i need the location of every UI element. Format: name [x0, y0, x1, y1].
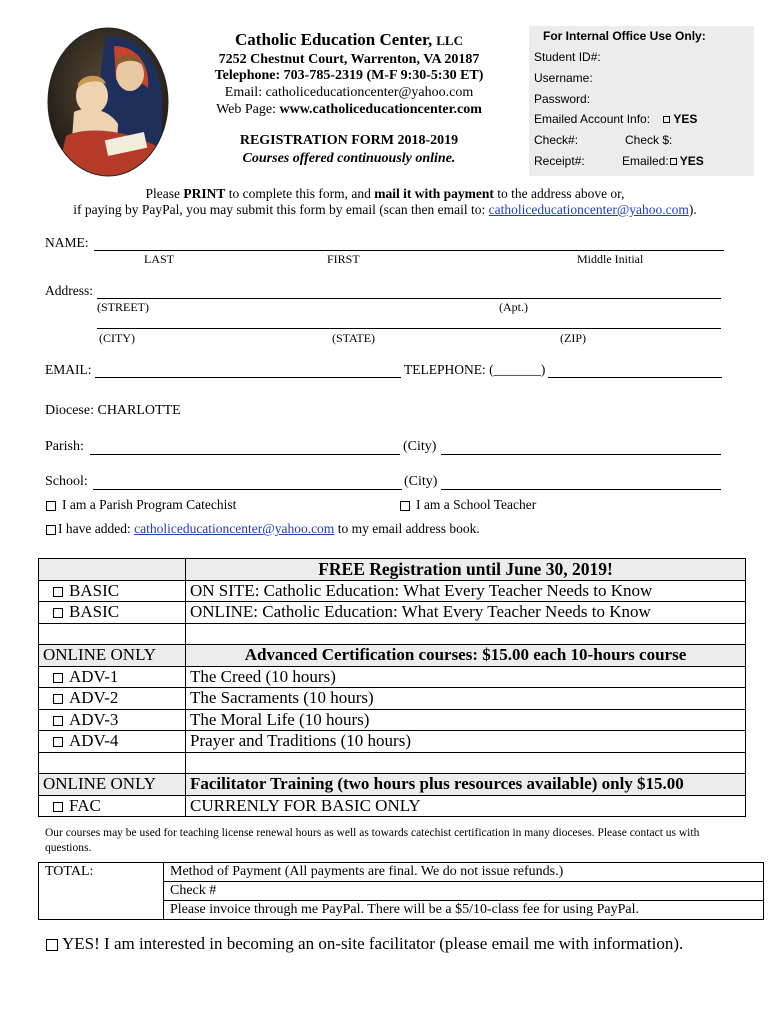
- school-label: School:: [45, 474, 88, 489]
- teacher-checkbox[interactable]: [400, 501, 410, 511]
- teacher-option[interactable]: I am a School Teacher: [400, 497, 536, 513]
- name-last-label: LAST: [144, 252, 174, 266]
- school-input[interactable]: [93, 474, 402, 490]
- adv-4-desc: Prayer and Traditions (10 hours): [186, 731, 746, 753]
- org-name: Catholic Education Center, LLC: [235, 30, 463, 49]
- adv-1-option[interactable]: ADV-1: [39, 666, 186, 688]
- adv-3-option[interactable]: ADV-3: [39, 709, 186, 731]
- office-check-amt: Check $:: [625, 133, 673, 147]
- address-label: Address:: [45, 283, 93, 298]
- table-row: [39, 688, 746, 710]
- fac-option[interactable]: FAC: [39, 795, 186, 817]
- table-row: [39, 559, 746, 581]
- form-title: REGISTRATION FORM 2018-2019: [239, 133, 459, 148]
- school-city-label: (City): [404, 474, 438, 489]
- form-subtitle: Courses offered continuously online.: [242, 151, 456, 166]
- office-title: For Internal Office Use Only:: [543, 29, 706, 43]
- street-input[interactable]: [97, 283, 721, 299]
- table-row: [39, 580, 746, 602]
- address-book-option[interactable]: I have added: catholiceducationcenter@yahoo.com to my email address book.: [46, 521, 480, 537]
- apt-label: (Apt.): [499, 300, 528, 314]
- payment-method: Method of Payment (All payments are final. We do not issue refunds.): [164, 863, 764, 882]
- table-row: [39, 602, 746, 624]
- office-student-id: Student ID#:: [534, 50, 601, 64]
- org-email: Email: catholiceducationcenter@yahoo.com: [224, 85, 474, 100]
- state-label: (STATE): [332, 331, 376, 345]
- online-only-label-1: ONLINE ONLY: [39, 645, 186, 667]
- courses-note: Our courses may be used for teaching license renewal hours as well as towards catechist certification in many dioceses. Please contact us with questions.: [45, 827, 700, 854]
- table-row: [39, 795, 746, 817]
- office-username: Username:: [534, 71, 593, 85]
- parish-city-label: (City): [403, 439, 437, 454]
- table-row: [39, 774, 746, 796]
- emailed-account-checkbox[interactable]: [663, 116, 670, 123]
- office-emailed-account: Emailed Account Info: YES: [534, 112, 698, 126]
- basic-onsite-checkbox[interactable]: [53, 587, 63, 597]
- org-web: Web Page: www.catholiceducationcenter.com: [216, 102, 482, 117]
- catechist-checkbox[interactable]: [46, 501, 56, 511]
- diocese: Diocese: CHARLOTTE: [45, 403, 181, 418]
- address-book-email-link[interactable]: catholiceducationcenter@yahoo.com: [134, 521, 335, 536]
- table-row: [39, 731, 746, 753]
- facilitator-interest-option[interactable]: YES! I am interested in becoming an on-site facilitator (please email me with information).: [46, 934, 683, 954]
- telephone-label: TELEPHONE: (_______): [404, 362, 546, 377]
- adv-2-option[interactable]: ADV-2: [39, 688, 186, 710]
- adv-3-desc: The Moral Life (10 hours): [186, 709, 746, 731]
- adv-1-desc: The Creed (10 hours): [186, 666, 746, 688]
- advanced-title: Advanced Certification courses: $15.00 each 10-hours course: [186, 645, 746, 667]
- office-check-num: Check#:: [534, 133, 579, 147]
- table-row: [39, 645, 746, 667]
- table-row: [39, 709, 746, 731]
- adv-4-option[interactable]: ADV-4: [39, 731, 186, 753]
- parish-city-input[interactable]: [441, 439, 721, 455]
- adv-4-checkbox[interactable]: [53, 737, 63, 747]
- payment-check[interactable]: Check #: [164, 882, 764, 901]
- office-password: Password:: [534, 92, 591, 106]
- school-city-input[interactable]: [441, 474, 721, 490]
- zip-label: (ZIP): [560, 331, 586, 345]
- adv-2-desc: The Sacraments (10 hours): [186, 688, 746, 710]
- instructions-email-link[interactable]: catholiceducationcenter@yahoo.com: [488, 202, 689, 217]
- office-receipt: Receipt#:: [534, 154, 585, 168]
- office-use-box: [529, 26, 754, 176]
- fac-desc: CURRENLY FOR BASIC ONLY: [186, 795, 746, 817]
- course-table: [38, 558, 746, 817]
- telephone-input[interactable]: [548, 362, 722, 378]
- city-state-zip-input[interactable]: [97, 314, 721, 329]
- facilitator-title: Facilitator Training (two hours plus resources available) only $15.00: [186, 774, 746, 796]
- emailed-checkbox[interactable]: [670, 158, 677, 165]
- city-label: (CITY): [99, 331, 135, 345]
- name-label: NAME:: [45, 235, 89, 250]
- basic-online-desc: ONLINE: Catholic Education: What Every Teacher Needs to Know: [186, 602, 746, 624]
- basic-online-option[interactable]: BASIC: [39, 602, 186, 624]
- adv-3-checkbox[interactable]: [53, 716, 63, 726]
- free-registration-title: FREE Registration until June 30, 2019!: [186, 559, 746, 581]
- street-label: (STREET): [97, 300, 149, 314]
- basic-onsite-option[interactable]: BASIC: [39, 580, 186, 602]
- adv-2-checkbox[interactable]: [53, 694, 63, 704]
- address-book-checkbox[interactable]: [46, 525, 56, 535]
- name-first-label: FIRST: [327, 252, 360, 266]
- table-row: [39, 623, 746, 645]
- instructions-line-2: if paying by PayPal, you may submit this form by email (scan then email to: catholiceducationcenter@yahoo.com).: [73, 202, 697, 217]
- parish-label: Parish:: [45, 439, 84, 454]
- total-label: TOTAL:: [39, 863, 164, 920]
- payment-table: [38, 862, 764, 920]
- fac-checkbox[interactable]: [53, 802, 63, 812]
- facilitator-interest-checkbox[interactable]: [46, 939, 58, 951]
- basic-online-checkbox[interactable]: [53, 608, 63, 618]
- madonna-child-image: [46, 26, 170, 178]
- office-emailed: Emailed: YES: [622, 154, 704, 168]
- table-row: [39, 863, 764, 882]
- table-row: [39, 752, 746, 774]
- table-row: [39, 666, 746, 688]
- online-only-label-2: ONLINE ONLY: [39, 774, 186, 796]
- org-telephone: Telephone: 703-785-2319 (M-F 9:30-5:30 ET): [214, 68, 484, 83]
- adv-1-checkbox[interactable]: [53, 673, 63, 683]
- catechist-option[interactable]: I am a Parish Program Catechist: [46, 497, 236, 513]
- parish-input[interactable]: [90, 439, 400, 455]
- basic-onsite-desc: ON SITE: Catholic Education: What Every Teacher Needs to Know: [186, 580, 746, 602]
- name-input[interactable]: [94, 235, 724, 251]
- instructions-line-1: Please PRINT to complete this form, and mail it with payment to the address above or,: [145, 186, 625, 201]
- email-input[interactable]: [95, 362, 401, 378]
- payment-paypal[interactable]: Please invoice through me PayPal. There will be a $5/10-class fee for using PayPal.: [164, 901, 764, 920]
- name-middle-label: Middle Initial: [577, 252, 644, 266]
- org-address: 7252 Chestnut Court, Warrenton, VA 20187: [218, 52, 480, 67]
- email-label: EMAIL:: [45, 362, 92, 377]
